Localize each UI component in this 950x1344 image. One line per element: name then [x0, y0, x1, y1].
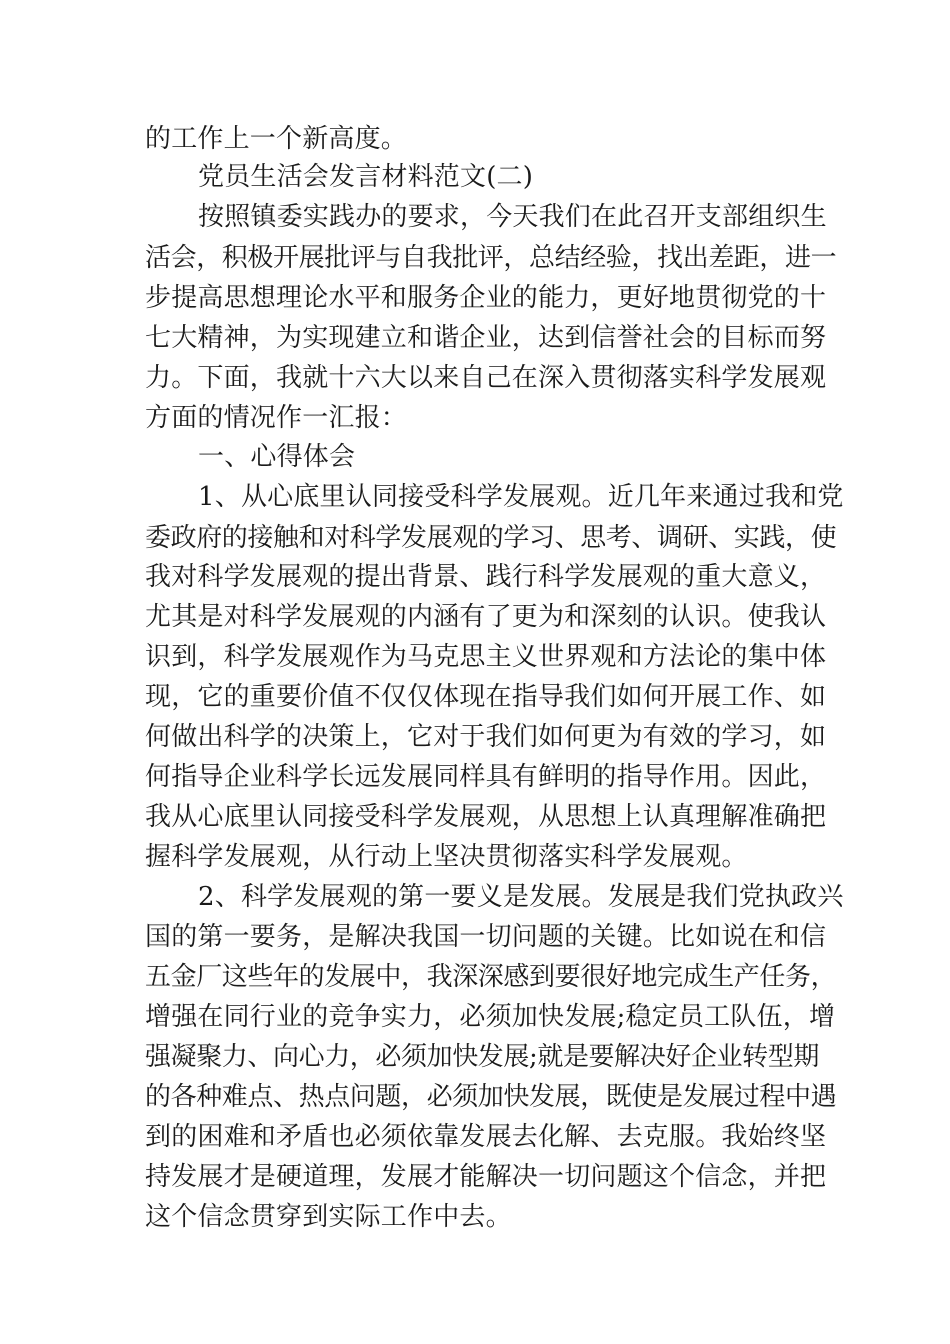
text-line: 委政府的接触和对科学发展观的学习、思考、调研、实践，使 [145, 523, 837, 553]
text-line: 国的第一要务，是解决我国一切问题的关键。比如说在和信 [145, 922, 827, 952]
text-line: 强凝聚力、向心力，必须加快发展;就是要解决好企业转型期 [145, 1042, 819, 1072]
text-line: 的各种难点、热点问题，必须加快发展，既使是发展过程中遇 [145, 1082, 837, 1112]
text-line: 力。下面，我就十六大以来自己在深入贯彻落实科学发展观 [145, 363, 827, 393]
text-line: 按照镇委实践办的要求，今天我们在此召开支部组织生 [198, 202, 827, 232]
text-line: 握科学发展观，从行动上坚决贯彻落实科学发展观。 [145, 842, 748, 872]
text-line: 五金厂这些年的发展中，我深深感到要很好地完成生产任务， [145, 962, 837, 992]
text-line: 增强在同行业的竞争实力，必须加快发展;稳定员工队伍，增 [145, 1002, 836, 1032]
text-line: 尤其是对科学发展观的内涵有了更为和深刻的认识。使我认 [145, 602, 827, 632]
text-line: 持发展才是硬道理，发展才能解决一切问题这个信念，并把 [145, 1162, 827, 1192]
text-line: 何做出科学的决策上，它对于我们如何更为有效的学习，如 [145, 722, 827, 752]
text-line: 识到，科学发展观作为马克思主义世界观和方法论的集中体 [145, 642, 827, 672]
text-line: 何指导企业科学长远发展同样具有鲜明的指导作用。因此， [145, 762, 827, 792]
text-line: 2、科学发展观的第一要义是发展。发展是我们党执政兴 [198, 882, 844, 912]
section-heading: 一、心得体会 [198, 442, 356, 472]
text-line: 步提高思想理论水平和服务企业的能力，更好地贯彻党的十 [145, 283, 827, 313]
text-line: 的工作上一个新高度。 [145, 124, 408, 154]
text-line: 到的困难和矛盾也必须依靠发展去化解、去克服。我始终坚 [145, 1122, 827, 1152]
text-line: 方面的情况作一汇报： [145, 403, 408, 433]
text-line: 我对科学发展观的提出背景、践行科学发展观的重大意义， [145, 562, 827, 592]
text-line: 七大精神，为实现建立和谐企业，达到信誉社会的目标而努 [145, 323, 827, 353]
text-line: 现，它的重要价值不仅仅体现在指导我们如何开展工作、如 [145, 682, 827, 712]
section-title: 党员生活会发言材料范文(二) [198, 162, 534, 192]
text-line: 这个信念贯穿到实际工作中去。 [145, 1202, 512, 1232]
text-line: 1、从心底里认同接受科学发展观。近几年来通过我和党 [198, 482, 844, 512]
text-line: 我从心底里认同接受科学发展观，从思想上认真理解准确把 [145, 802, 827, 832]
text-line: 活会，积极开展批评与自我批评，总结经验，找出差距，进一 [145, 243, 837, 273]
